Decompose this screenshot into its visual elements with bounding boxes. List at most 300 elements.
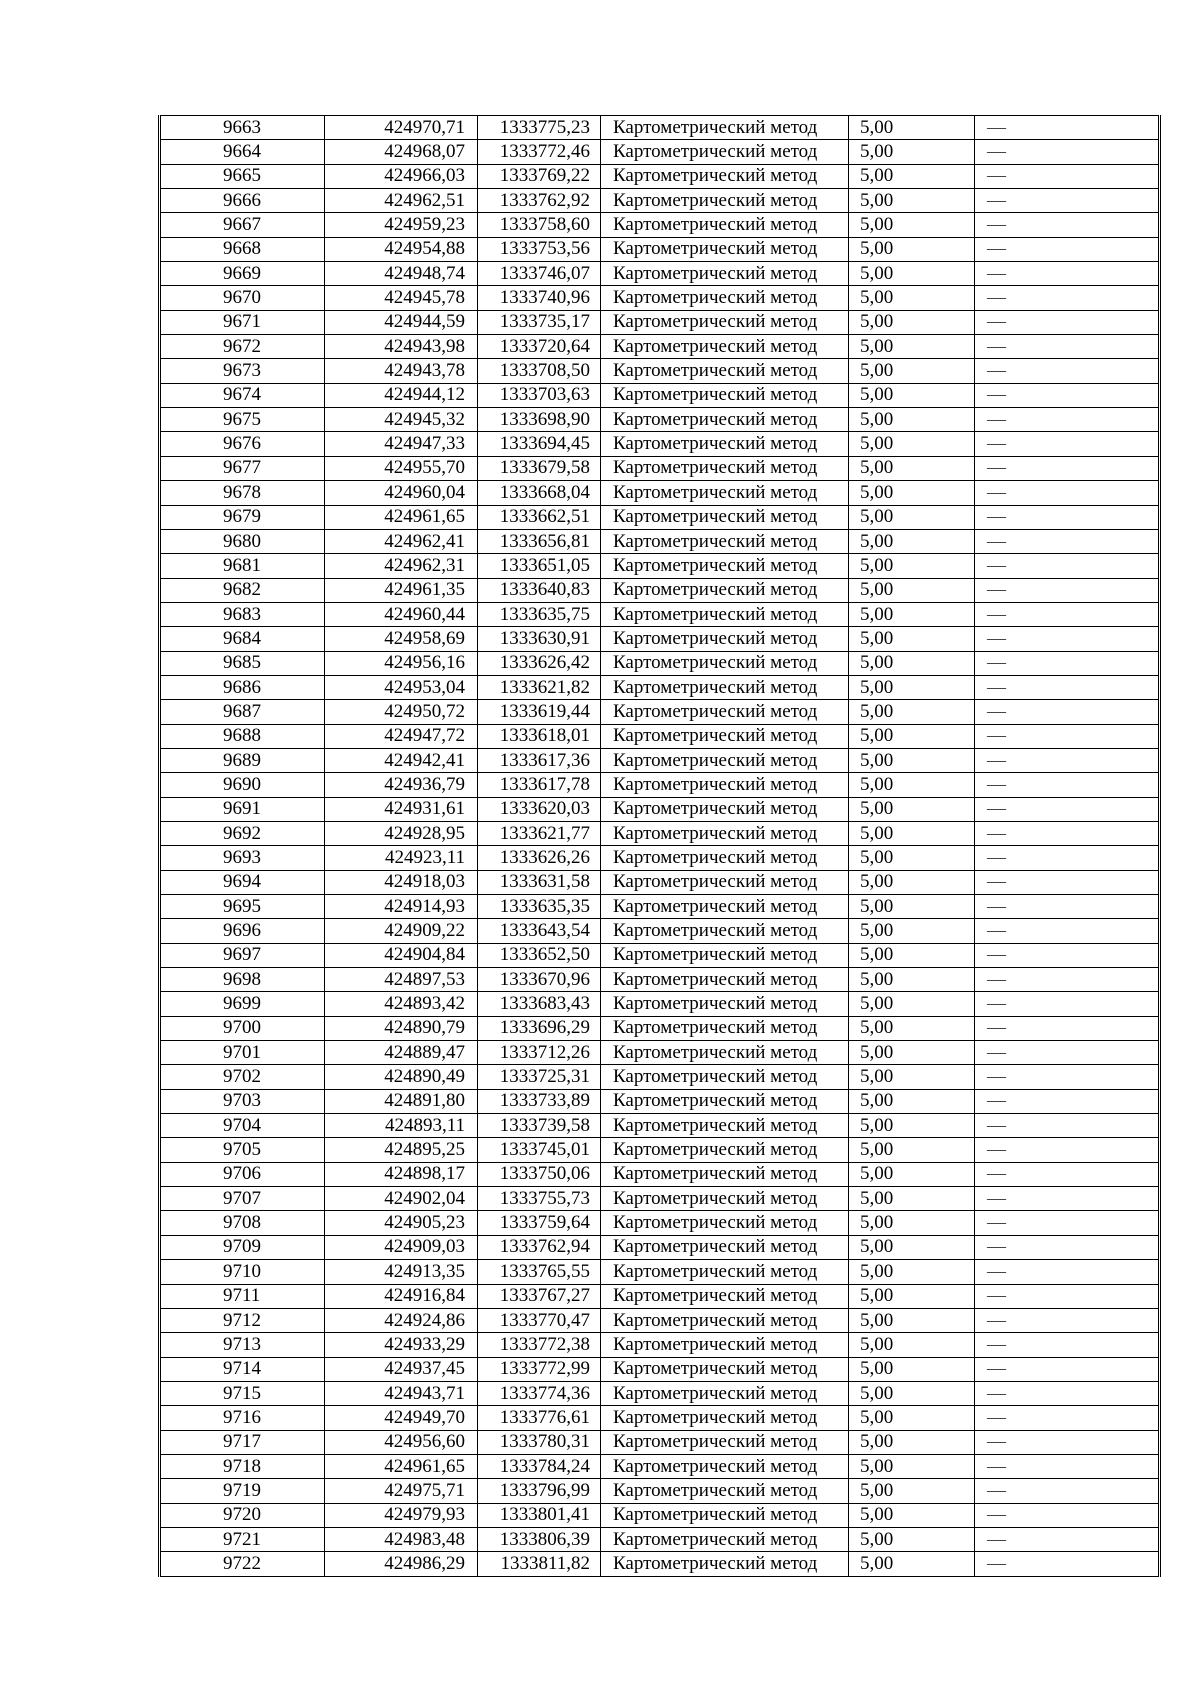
table-row xyxy=(160,943,1160,967)
method-cell: Картометрический метод xyxy=(601,262,849,286)
table-row xyxy=(160,773,1160,797)
x-coordinate-cell: 424931,61 xyxy=(325,797,478,821)
method-cell: Картометрический метод xyxy=(601,383,849,407)
y-coordinate-cell: 1333694,45 xyxy=(478,432,601,456)
note-cell: — xyxy=(975,1016,1160,1040)
note-cell: — xyxy=(975,919,1160,943)
method-cell: Картометрический метод xyxy=(601,116,849,140)
y-coordinate-cell: 1333621,82 xyxy=(478,675,601,699)
point-number-cell: 9679 xyxy=(160,505,325,529)
y-coordinate-cell: 1333780,31 xyxy=(478,1430,601,1454)
x-coordinate-cell: 424948,74 xyxy=(325,262,478,286)
table-row xyxy=(160,1235,1160,1259)
method-cell: Картометрический метод xyxy=(601,700,849,724)
method-cell: Картометрический метод xyxy=(601,1308,849,1332)
x-coordinate-cell: 424945,78 xyxy=(325,286,478,310)
note-cell: — xyxy=(975,1503,1160,1527)
point-number-cell: 9666 xyxy=(160,189,325,213)
note-cell: — xyxy=(975,1284,1160,1308)
accuracy-cell: 5,00 xyxy=(849,116,975,140)
note-cell: — xyxy=(975,773,1160,797)
y-coordinate-cell: 1333712,26 xyxy=(478,1041,601,1065)
note-cell: — xyxy=(975,383,1160,407)
method-cell: Картометрический метод xyxy=(601,1284,849,1308)
table-row xyxy=(160,1284,1160,1308)
note-cell: — xyxy=(975,359,1160,383)
note-cell: — xyxy=(975,1065,1160,1089)
x-coordinate-cell: 424943,71 xyxy=(325,1381,478,1405)
table-row xyxy=(160,1041,1160,1065)
accuracy-cell: 5,00 xyxy=(849,213,975,237)
x-coordinate-cell: 424923,11 xyxy=(325,846,478,870)
x-coordinate-cell: 424962,51 xyxy=(325,189,478,213)
note-cell: — xyxy=(975,213,1160,237)
note-cell: — xyxy=(975,724,1160,748)
table-row xyxy=(160,140,1160,164)
point-number-cell: 9712 xyxy=(160,1308,325,1332)
point-number-cell: 9696 xyxy=(160,919,325,943)
method-cell: Картометрический метод xyxy=(601,992,849,1016)
point-number-cell: 9684 xyxy=(160,627,325,651)
accuracy-cell: 5,00 xyxy=(849,359,975,383)
accuracy-cell: 5,00 xyxy=(849,529,975,553)
point-number-cell: 9687 xyxy=(160,700,325,724)
y-coordinate-cell: 1333635,75 xyxy=(478,602,601,626)
y-coordinate-cell: 1333620,03 xyxy=(478,797,601,821)
method-cell: Картометрический метод xyxy=(601,529,849,553)
x-coordinate-cell: 424914,93 xyxy=(325,895,478,919)
y-coordinate-cell: 1333621,77 xyxy=(478,821,601,845)
table-row xyxy=(160,1211,1160,1235)
y-coordinate-cell: 1333772,99 xyxy=(478,1357,601,1381)
x-coordinate-cell: 424947,72 xyxy=(325,724,478,748)
note-cell: — xyxy=(975,992,1160,1016)
point-number-cell: 9700 xyxy=(160,1016,325,1040)
x-coordinate-cell: 424943,98 xyxy=(325,335,478,359)
accuracy-cell: 5,00 xyxy=(849,554,975,578)
note-cell: — xyxy=(975,846,1160,870)
method-cell: Картометрический метод xyxy=(601,797,849,821)
table-row xyxy=(160,1260,1160,1284)
accuracy-cell: 5,00 xyxy=(849,286,975,310)
method-cell: Картометрический метод xyxy=(601,943,849,967)
accuracy-cell: 5,00 xyxy=(849,895,975,919)
x-coordinate-cell: 424909,03 xyxy=(325,1235,478,1259)
x-coordinate-cell: 424979,93 xyxy=(325,1503,478,1527)
note-cell: — xyxy=(975,456,1160,480)
y-coordinate-cell: 1333708,50 xyxy=(478,359,601,383)
x-coordinate-cell: 424966,03 xyxy=(325,164,478,188)
y-coordinate-cell: 1333753,56 xyxy=(478,237,601,261)
table-row xyxy=(160,359,1160,383)
accuracy-cell: 5,00 xyxy=(849,1430,975,1454)
point-number-cell: 9697 xyxy=(160,943,325,967)
note-cell: — xyxy=(975,1211,1160,1235)
accuracy-cell: 5,00 xyxy=(849,1333,975,1357)
accuracy-cell: 5,00 xyxy=(849,1235,975,1259)
x-coordinate-cell: 424898,17 xyxy=(325,1162,478,1186)
point-number-cell: 9688 xyxy=(160,724,325,748)
note-cell: — xyxy=(975,1260,1160,1284)
y-coordinate-cell: 1333735,17 xyxy=(478,310,601,334)
method-cell: Картометрический метод xyxy=(601,432,849,456)
x-coordinate-cell: 424924,86 xyxy=(325,1308,478,1332)
table-row xyxy=(160,1065,1160,1089)
x-coordinate-cell: 424933,29 xyxy=(325,1333,478,1357)
point-number-cell: 9708 xyxy=(160,1211,325,1235)
table-row xyxy=(160,164,1160,188)
method-cell: Картометрический метод xyxy=(601,1503,849,1527)
y-coordinate-cell: 1333626,42 xyxy=(478,651,601,675)
accuracy-cell: 5,00 xyxy=(849,1406,975,1430)
method-cell: Картометрический метод xyxy=(601,1381,849,1405)
x-coordinate-cell: 424928,95 xyxy=(325,821,478,845)
table-row xyxy=(160,651,1160,675)
accuracy-cell: 5,00 xyxy=(849,1211,975,1235)
accuracy-cell: 5,00 xyxy=(849,992,975,1016)
x-coordinate-cell: 424918,03 xyxy=(325,870,478,894)
method-cell: Картометрический метод xyxy=(601,895,849,919)
accuracy-cell: 5,00 xyxy=(849,456,975,480)
x-coordinate-cell: 424955,70 xyxy=(325,456,478,480)
method-cell: Картометрический метод xyxy=(601,1527,849,1551)
method-cell: Картометрический метод xyxy=(601,919,849,943)
point-number-cell: 9669 xyxy=(160,262,325,286)
y-coordinate-cell: 1333770,47 xyxy=(478,1308,601,1332)
note-cell: — xyxy=(975,1454,1160,1478)
point-number-cell: 9699 xyxy=(160,992,325,1016)
note-cell: — xyxy=(975,1162,1160,1186)
point-number-cell: 9678 xyxy=(160,481,325,505)
point-number-cell: 9694 xyxy=(160,870,325,894)
y-coordinate-cell: 1333746,07 xyxy=(478,262,601,286)
x-coordinate-cell: 424961,65 xyxy=(325,1454,478,1478)
x-coordinate-cell: 424986,29 xyxy=(325,1552,478,1576)
method-cell: Картометрический метод xyxy=(601,627,849,651)
method-cell: Картометрический метод xyxy=(601,1114,849,1138)
method-cell: Картометрический метод xyxy=(601,1235,849,1259)
y-coordinate-cell: 1333656,81 xyxy=(478,529,601,553)
accuracy-cell: 5,00 xyxy=(849,919,975,943)
accuracy-cell: 5,00 xyxy=(849,189,975,213)
y-coordinate-cell: 1333762,94 xyxy=(478,1235,601,1259)
accuracy-cell: 5,00 xyxy=(849,1552,975,1576)
note-cell: — xyxy=(975,1527,1160,1551)
accuracy-cell: 5,00 xyxy=(849,1162,975,1186)
table-row xyxy=(160,456,1160,480)
table-row xyxy=(160,1406,1160,1430)
note-cell: — xyxy=(975,1381,1160,1405)
x-coordinate-cell: 424909,22 xyxy=(325,919,478,943)
x-coordinate-cell: 424890,79 xyxy=(325,1016,478,1040)
point-number-cell: 9695 xyxy=(160,895,325,919)
table-row xyxy=(160,968,1160,992)
y-coordinate-cell: 1333640,83 xyxy=(478,578,601,602)
x-coordinate-cell: 424893,42 xyxy=(325,992,478,1016)
x-coordinate-cell: 424943,78 xyxy=(325,359,478,383)
note-cell: — xyxy=(975,116,1160,140)
x-coordinate-cell: 424959,23 xyxy=(325,213,478,237)
x-coordinate-cell: 424962,41 xyxy=(325,529,478,553)
table-row xyxy=(160,870,1160,894)
note-cell: — xyxy=(975,262,1160,286)
note-cell: — xyxy=(975,821,1160,845)
x-coordinate-cell: 424942,41 xyxy=(325,748,478,772)
table-row xyxy=(160,310,1160,334)
coordinates-table-body xyxy=(160,116,1160,1577)
note-cell: — xyxy=(975,943,1160,967)
point-number-cell: 9667 xyxy=(160,213,325,237)
accuracy-cell: 5,00 xyxy=(849,1284,975,1308)
method-cell: Картометрический метод xyxy=(601,140,849,164)
note-cell: — xyxy=(975,700,1160,724)
y-coordinate-cell: 1333651,05 xyxy=(478,554,601,578)
y-coordinate-cell: 1333750,06 xyxy=(478,1162,601,1186)
point-number-cell: 9685 xyxy=(160,651,325,675)
method-cell: Картометрический метод xyxy=(601,968,849,992)
note-cell: — xyxy=(975,1138,1160,1162)
method-cell: Картометрический метод xyxy=(601,286,849,310)
method-cell: Картометрический метод xyxy=(601,870,849,894)
method-cell: Картометрический метод xyxy=(601,408,849,432)
x-coordinate-cell: 424968,07 xyxy=(325,140,478,164)
method-cell: Картометрический метод xyxy=(601,189,849,213)
method-cell: Картометрический метод xyxy=(601,1138,849,1162)
table-row xyxy=(160,432,1160,456)
note-cell: — xyxy=(975,797,1160,821)
table-row xyxy=(160,992,1160,1016)
accuracy-cell: 5,00 xyxy=(849,1479,975,1503)
table-row xyxy=(160,1162,1160,1186)
y-coordinate-cell: 1333626,26 xyxy=(478,846,601,870)
x-coordinate-cell: 424936,79 xyxy=(325,773,478,797)
y-coordinate-cell: 1333662,51 xyxy=(478,505,601,529)
method-cell: Картометрический метод xyxy=(601,554,849,578)
point-number-cell: 9691 xyxy=(160,797,325,821)
note-cell: — xyxy=(975,895,1160,919)
y-coordinate-cell: 1333755,73 xyxy=(478,1187,601,1211)
y-coordinate-cell: 1333772,38 xyxy=(478,1333,601,1357)
method-cell: Картометрический метод xyxy=(601,1041,849,1065)
x-coordinate-cell: 424947,33 xyxy=(325,432,478,456)
note-cell: — xyxy=(975,627,1160,651)
table-row xyxy=(160,335,1160,359)
point-number-cell: 9710 xyxy=(160,1260,325,1284)
table-row xyxy=(160,724,1160,748)
y-coordinate-cell: 1333739,58 xyxy=(478,1114,601,1138)
y-coordinate-cell: 1333683,43 xyxy=(478,992,601,1016)
x-coordinate-cell: 424958,69 xyxy=(325,627,478,651)
table-row xyxy=(160,1138,1160,1162)
x-coordinate-cell: 424950,72 xyxy=(325,700,478,724)
point-number-cell: 9707 xyxy=(160,1187,325,1211)
method-cell: Картометрический метод xyxy=(601,1187,849,1211)
accuracy-cell: 5,00 xyxy=(849,675,975,699)
table-row xyxy=(160,1016,1160,1040)
point-number-cell: 9663 xyxy=(160,116,325,140)
x-coordinate-cell: 424895,25 xyxy=(325,1138,478,1162)
y-coordinate-cell: 1333784,24 xyxy=(478,1454,601,1478)
y-coordinate-cell: 1333745,01 xyxy=(478,1138,601,1162)
accuracy-cell: 5,00 xyxy=(849,1138,975,1162)
point-number-cell: 9692 xyxy=(160,821,325,845)
y-coordinate-cell: 1333774,36 xyxy=(478,1381,601,1405)
accuracy-cell: 5,00 xyxy=(849,1260,975,1284)
y-coordinate-cell: 1333668,04 xyxy=(478,481,601,505)
note-cell: — xyxy=(975,1552,1160,1576)
method-cell: Картометрический метод xyxy=(601,1065,849,1089)
accuracy-cell: 5,00 xyxy=(849,335,975,359)
y-coordinate-cell: 1333725,31 xyxy=(478,1065,601,1089)
x-coordinate-cell: 424937,45 xyxy=(325,1357,478,1381)
accuracy-cell: 5,00 xyxy=(849,408,975,432)
x-coordinate-cell: 424902,04 xyxy=(325,1187,478,1211)
method-cell: Картометрический метод xyxy=(601,1260,849,1284)
x-coordinate-cell: 424960,44 xyxy=(325,602,478,626)
accuracy-cell: 5,00 xyxy=(849,1065,975,1089)
accuracy-cell: 5,00 xyxy=(849,1041,975,1065)
y-coordinate-cell: 1333618,01 xyxy=(478,724,601,748)
x-coordinate-cell: 424944,59 xyxy=(325,310,478,334)
method-cell: Картометрический метод xyxy=(601,773,849,797)
y-coordinate-cell: 1333758,60 xyxy=(478,213,601,237)
accuracy-cell: 5,00 xyxy=(849,1454,975,1478)
y-coordinate-cell: 1333733,89 xyxy=(478,1089,601,1113)
point-number-cell: 9718 xyxy=(160,1454,325,1478)
table-row xyxy=(160,1503,1160,1527)
method-cell: Картометрический метод xyxy=(601,1357,849,1381)
table-row xyxy=(160,578,1160,602)
note-cell: — xyxy=(975,310,1160,334)
y-coordinate-cell: 1333635,35 xyxy=(478,895,601,919)
point-number-cell: 9711 xyxy=(160,1284,325,1308)
accuracy-cell: 5,00 xyxy=(849,1089,975,1113)
table-row xyxy=(160,408,1160,432)
note-cell: — xyxy=(975,408,1160,432)
table-row xyxy=(160,481,1160,505)
note-cell: — xyxy=(975,1333,1160,1357)
note-cell: — xyxy=(975,189,1160,213)
note-cell: — xyxy=(975,554,1160,578)
accuracy-cell: 5,00 xyxy=(849,1114,975,1138)
note-cell: — xyxy=(975,505,1160,529)
method-cell: Картометрический метод xyxy=(601,724,849,748)
method-cell: Картометрический метод xyxy=(601,505,849,529)
note-cell: — xyxy=(975,578,1160,602)
point-number-cell: 9676 xyxy=(160,432,325,456)
point-number-cell: 9671 xyxy=(160,310,325,334)
point-number-cell: 9675 xyxy=(160,408,325,432)
y-coordinate-cell: 1333679,58 xyxy=(478,456,601,480)
table-row xyxy=(160,627,1160,651)
x-coordinate-cell: 424961,65 xyxy=(325,505,478,529)
x-coordinate-cell: 424961,35 xyxy=(325,578,478,602)
point-number-cell: 9703 xyxy=(160,1089,325,1113)
note-cell: — xyxy=(975,870,1160,894)
note-cell: — xyxy=(975,748,1160,772)
method-cell: Картометрический метод xyxy=(601,1089,849,1113)
accuracy-cell: 5,00 xyxy=(849,846,975,870)
table-row xyxy=(160,846,1160,870)
accuracy-cell: 5,00 xyxy=(849,310,975,334)
point-number-cell: 9704 xyxy=(160,1114,325,1138)
y-coordinate-cell: 1333631,58 xyxy=(478,870,601,894)
x-coordinate-cell: 424962,31 xyxy=(325,554,478,578)
accuracy-cell: 5,00 xyxy=(849,1187,975,1211)
point-number-cell: 9705 xyxy=(160,1138,325,1162)
note-cell: — xyxy=(975,432,1160,456)
point-number-cell: 9672 xyxy=(160,335,325,359)
x-coordinate-cell: 424913,35 xyxy=(325,1260,478,1284)
note-cell: — xyxy=(975,335,1160,359)
accuracy-cell: 5,00 xyxy=(849,700,975,724)
note-cell: — xyxy=(975,1187,1160,1211)
point-number-cell: 9670 xyxy=(160,286,325,310)
table-row xyxy=(160,262,1160,286)
table-row xyxy=(160,1308,1160,1332)
method-cell: Картометрический метод xyxy=(601,675,849,699)
accuracy-cell: 5,00 xyxy=(849,651,975,675)
point-number-cell: 9690 xyxy=(160,773,325,797)
method-cell: Картометрический метод xyxy=(601,1016,849,1040)
method-cell: Картометрический метод xyxy=(601,310,849,334)
note-cell: — xyxy=(975,675,1160,699)
accuracy-cell: 5,00 xyxy=(849,968,975,992)
method-cell: Картометрический метод xyxy=(601,1430,849,1454)
x-coordinate-cell: 424949,70 xyxy=(325,1406,478,1430)
table-row xyxy=(160,383,1160,407)
point-number-cell: 9665 xyxy=(160,164,325,188)
table-row xyxy=(160,895,1160,919)
point-number-cell: 9682 xyxy=(160,578,325,602)
accuracy-cell: 5,00 xyxy=(849,383,975,407)
table-row xyxy=(160,1527,1160,1551)
point-number-cell: 9715 xyxy=(160,1381,325,1405)
table-row xyxy=(160,213,1160,237)
note-cell: — xyxy=(975,237,1160,261)
y-coordinate-cell: 1333796,99 xyxy=(478,1479,601,1503)
y-coordinate-cell: 1333772,46 xyxy=(478,140,601,164)
table-row xyxy=(160,116,1160,140)
y-coordinate-cell: 1333643,54 xyxy=(478,919,601,943)
table-row xyxy=(160,1333,1160,1357)
method-cell: Картометрический метод xyxy=(601,1479,849,1503)
table-row xyxy=(160,821,1160,845)
note-cell: — xyxy=(975,481,1160,505)
accuracy-cell: 5,00 xyxy=(849,505,975,529)
accuracy-cell: 5,00 xyxy=(849,1503,975,1527)
table-row xyxy=(160,1552,1160,1576)
note-cell: — xyxy=(975,286,1160,310)
method-cell: Картометрический метод xyxy=(601,237,849,261)
y-coordinate-cell: 1333762,92 xyxy=(478,189,601,213)
accuracy-cell: 5,00 xyxy=(849,870,975,894)
point-number-cell: 9701 xyxy=(160,1041,325,1065)
table-row xyxy=(160,1187,1160,1211)
x-coordinate-cell: 424956,16 xyxy=(325,651,478,675)
point-number-cell: 9693 xyxy=(160,846,325,870)
note-cell: — xyxy=(975,529,1160,553)
accuracy-cell: 5,00 xyxy=(849,1357,975,1381)
accuracy-cell: 5,00 xyxy=(849,1308,975,1332)
method-cell: Картометрический метод xyxy=(601,846,849,870)
point-number-cell: 9722 xyxy=(160,1552,325,1576)
table-row xyxy=(160,1430,1160,1454)
method-cell: Картометрический метод xyxy=(601,456,849,480)
table-row xyxy=(160,189,1160,213)
point-number-cell: 9716 xyxy=(160,1406,325,1430)
point-number-cell: 9713 xyxy=(160,1333,325,1357)
